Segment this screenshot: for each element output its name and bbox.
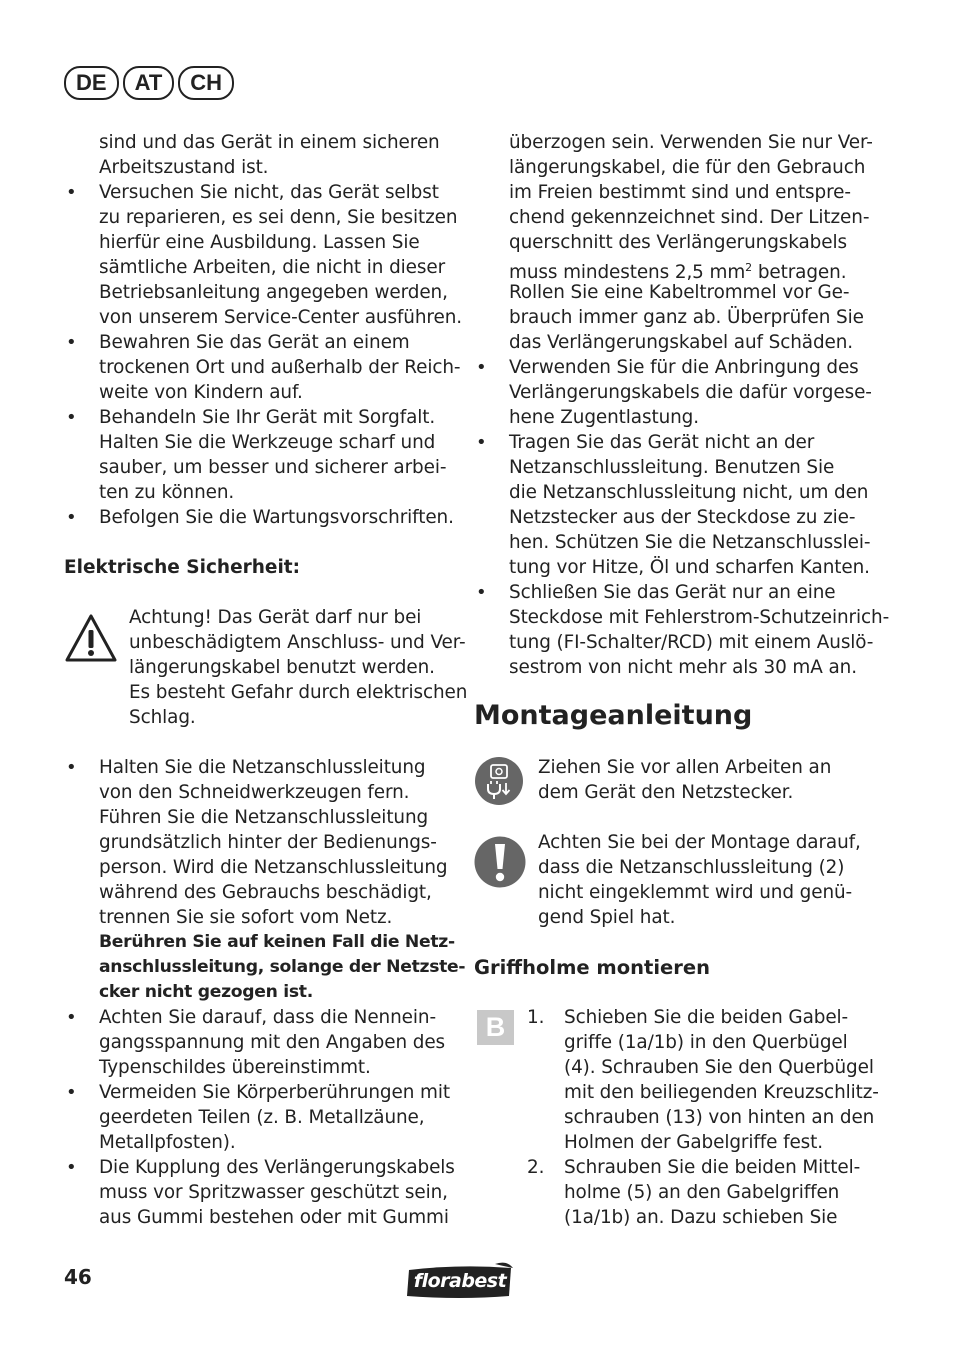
text-line: Netzstecker aus der Steckdose zu zie-: [509, 507, 856, 528]
text-line: die Netzanschlussleitung nicht, um den: [509, 482, 869, 503]
text-line: trennen Sie sie sofort vom Netz.: [99, 907, 393, 928]
text-line: Typenschildes übereinstimmt.: [99, 1057, 371, 1078]
bold-text-line: anschlussleitung, solange der Netzste-: [99, 957, 466, 977]
text-line: Rollen Sie eine Kabeltrommel vor Ge-: [509, 282, 850, 303]
step-number: 1.: [527, 1007, 545, 1028]
text-line: trockenen Ort und außerhalb der Reich-: [99, 357, 461, 378]
text-line: Vermeiden Sie Körperberührungen mit: [99, 1082, 450, 1103]
list-item: [99, 505, 454, 530]
text-line: Schieben Sie die beiden Gabel-: [564, 1007, 849, 1028]
list-item: [99, 1155, 455, 1230]
figure-label-box: [477, 1010, 514, 1045]
text-line: längerungskabel benutzt werden.: [129, 657, 435, 678]
bullet-dot: •: [476, 582, 487, 603]
step-number: 2.: [527, 1157, 545, 1178]
text-line: hen. Schützen Sie die Netzanschlusslei-: [509, 532, 871, 553]
step-item: [564, 1005, 879, 1155]
text-line: im Freien bestimmt sind und entspre-: [509, 182, 851, 203]
text-line: Tragen Sie das Gerät nicht an der: [509, 432, 815, 453]
text-line: sind und das Gerät in einem sicheren: [99, 132, 440, 153]
text-line: muss vor Spritzwasser geschützt sein,: [99, 1182, 448, 1203]
unplug-text: [538, 755, 831, 805]
caution-exclamation-icon: [474, 836, 526, 888]
bullet-dot: •: [476, 432, 487, 453]
text-line: gend Spiel hat.: [538, 907, 676, 928]
text-line: Bewahren Sie das Gerät an einem: [99, 332, 410, 353]
text-line: hierfür eine Ausbildung. Lassen Sie: [99, 232, 420, 253]
text-line: mit den beiliegenden Kreuzschlitz-: [564, 1082, 879, 1103]
text-line: Verlängerungskabels die dafür vorgese-: [509, 382, 872, 403]
list-item: [99, 180, 462, 330]
bullet-dot: •: [66, 1007, 77, 1028]
text-line: sestrom von nicht mehr als 30 mA an.: [509, 657, 857, 678]
text-line: Halten Sie die Werkzeuge scharf und: [99, 432, 436, 453]
list-item: [99, 330, 460, 405]
country-tag-de: DE: [64, 66, 119, 100]
text-span: muss mindestens 2,5 mm: [509, 262, 746, 284]
text-line: [509, 255, 873, 284]
text-line: Befolgen Sie die Wartungsvorschriften.: [99, 507, 454, 528]
text-line: sämtliche Arbeiten, die nicht in dieser: [99, 257, 446, 278]
brand-logo: [405, 1262, 515, 1300]
section-title: Montageanleitung: [474, 700, 753, 731]
text-line: tung vor Hitze, Öl und scharfen Kanten.: [509, 557, 870, 578]
bold-text-line: cker nicht gezogen ist.: [99, 982, 313, 1002]
text-line: dass die Netzanschlussleitung (2): [538, 857, 845, 878]
text-line: weite von Kindern auf.: [99, 382, 303, 403]
text-line: Achten Sie bei der Montage darauf,: [538, 832, 861, 853]
text-line: nicht eingeklemmt wird und genü-: [538, 882, 853, 903]
text-line: längerungskabel, die für den Gebrauch: [509, 157, 866, 178]
text-line: (1a/1b) an. Dazu schieben Sie: [564, 1207, 838, 1228]
text-line: Achten Sie darauf, dass die Nennein-: [99, 1007, 436, 1028]
list-item: [99, 1005, 445, 1080]
text-line: Betriebsanleitung angegeben werden,: [99, 282, 448, 303]
text-line: Metallpfosten).: [99, 1132, 236, 1153]
text-line: griffe (1a/1b) in den Querbügel: [564, 1032, 848, 1053]
bullet-dot: •: [66, 1082, 77, 1103]
unplug-icon: [474, 756, 524, 806]
warning-triangle-icon: [64, 612, 118, 664]
text-line: zu reparieren, es sei denn, Sie besitzen: [99, 207, 458, 228]
text-line: Die Kupplung des Verlängerungskabels: [99, 1157, 455, 1178]
text-line: Holmen der Gabelgriffe fest.: [564, 1132, 824, 1153]
text-line: Schlag.: [129, 707, 196, 728]
list-item: [509, 580, 889, 680]
text-line: Halten Sie die Netzanschlussleitung: [99, 757, 426, 778]
country-tag-ch: CH: [178, 66, 234, 100]
bullet-dot: •: [66, 507, 77, 528]
figure-label: B: [485, 1012, 506, 1042]
bullet-dot: •: [66, 1157, 77, 1178]
text-line: von den Schneidwerkzeugen fern.: [99, 782, 410, 803]
bullet-dot: •: [66, 182, 77, 203]
text-line: von unserem Service-Center ausführen.: [99, 307, 462, 328]
text-line: holme (5) an den Gabelgriffen: [564, 1182, 840, 1203]
text-line: Führen Sie die Netzanschlussleitung: [99, 807, 429, 828]
text-line: Schrauben Sie die beiden Mittel-: [564, 1157, 861, 1178]
list-item: [509, 355, 872, 430]
text-line: person. Wird die Netzanschlussleitung: [99, 857, 448, 878]
country-tags: [64, 66, 238, 100]
step-item: [564, 1155, 860, 1230]
text-line: ten zu können.: [99, 482, 235, 503]
list-item: [509, 430, 870, 580]
bullet-dot: •: [66, 332, 77, 353]
superscript: 2: [745, 261, 753, 274]
text-line: Schließen Sie das Gerät nur an eine: [509, 582, 836, 603]
text-line: gangsspannung mit den Angaben des: [99, 1032, 446, 1053]
text-line: Ziehen Sie vor allen Arbeiten an: [538, 757, 832, 778]
country-tag-at: AT: [123, 66, 175, 100]
brand-name: florabest: [413, 1270, 507, 1292]
text-line: das Verlängerungskabel auf Schäden.: [509, 332, 854, 353]
text-line: querschnitt des Verlängerungskabels: [509, 232, 847, 253]
text-line: (4). Schrauben Sie den Querbügel: [564, 1057, 874, 1078]
left-continuation: [99, 130, 440, 180]
text-line: aus Gummi bestehen oder mit Gummi: [99, 1207, 449, 1228]
text-line: während des Gebrauchs beschädigt,: [99, 882, 432, 903]
right-continuation: [509, 130, 873, 355]
list-item: [99, 405, 446, 505]
text-line: Arbeitszustand ist.: [99, 157, 269, 178]
text-line: Versuchen Sie nicht, das Gerät selbst: [99, 182, 439, 203]
text-span: betragen.: [752, 262, 847, 284]
list-item: [99, 1080, 450, 1155]
text-line: sauber, um besser und sicherer arbei-: [99, 457, 447, 478]
text-line: Netzanschlussleitung. Benutzen Sie: [509, 457, 835, 478]
list-item: [99, 755, 465, 1005]
bullet-dot: •: [66, 407, 77, 428]
text-line: Behandeln Sie Ihr Gerät mit Sorgfalt.: [99, 407, 436, 428]
text-line: Steckdose mit Fehlerstrom-Schutzeinrich-: [509, 607, 890, 628]
text-line: geerdeten Teilen (z. B. Metallzäune,: [99, 1107, 425, 1128]
text-line: Es besteht Gefahr durch elektrischen: [129, 682, 468, 703]
bullet-dot: •: [476, 357, 487, 378]
text-line: grundsätzlich hinter der Bedienungs-: [99, 832, 437, 853]
text-line: unbeschädigtem Anschluss- und Ver-: [129, 632, 466, 653]
text-line: überzogen sein. Verwenden Sie nur Ver-: [509, 132, 873, 153]
text-line: tung (FI-Schalter/RCD) mit einem Auslö-: [509, 632, 874, 653]
caution-text: [538, 830, 861, 930]
text-line: schrauben (13) von hinten an den: [564, 1107, 875, 1128]
warning-text: [129, 605, 467, 730]
page-number: 46: [64, 1265, 92, 1289]
electrical-safety-heading: Elektrische Sicherheit:: [64, 557, 301, 578]
bold-text-line: Berühren Sie auf keinen Fall die Netz-: [99, 932, 455, 952]
subsection-title: Griffholme montieren: [474, 956, 710, 979]
text-line: Achtung! Das Gerät darf nur bei: [129, 607, 422, 628]
text-line: dem Gerät den Netzstecker.: [538, 782, 794, 803]
text-line: hene Zugentlastung.: [509, 407, 699, 428]
text-line: Verwenden Sie für die Anbringung des: [509, 357, 859, 378]
text-line: brauch immer ganz ab. Überprüfen Sie: [509, 307, 864, 328]
text-line: chend gekennzeichnet sind. Der Litzen-: [509, 207, 870, 228]
bullet-dot: •: [66, 757, 77, 778]
